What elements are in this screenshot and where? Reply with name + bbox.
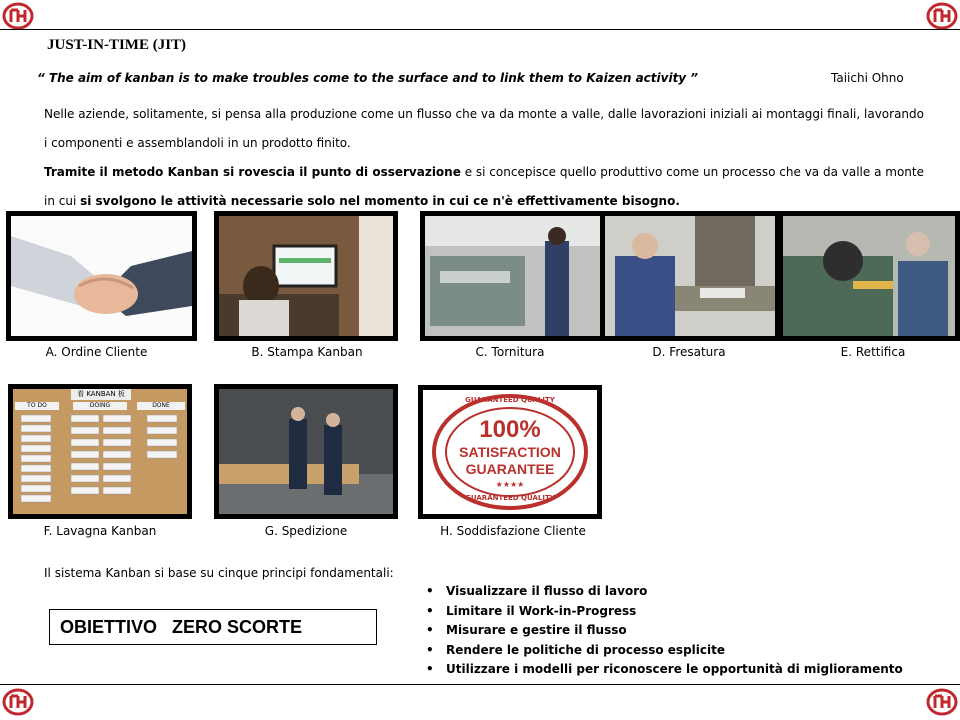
intro-bold-2: si svolgono le attività necessarie solo nel momento in cui ce n'è effettivamente bisogno.: [80, 194, 680, 208]
photo-fresatura: [600, 211, 780, 341]
step-caption-d: D. Fresatura: [652, 345, 726, 359]
intro-text: e si concepisce quello produttivo come un processo che va da valle a monte in cui: [44, 165, 924, 208]
photo-spedizione: [214, 384, 398, 519]
kanban-column-done: DONE: [137, 402, 185, 410]
kanban-column-doing: DOING: [73, 402, 127, 410]
kanban-board-title: 看 KANBAN 板: [71, 389, 131, 400]
step-caption-f: F. Lavagna Kanban: [43, 524, 157, 538]
step-caption-e: E. Rettifica: [840, 345, 906, 359]
intro-paragraph-1: Nelle aziende, solitamente, si pensa alla produzione come un flusso che va da monte a valle, dalle lavorazioni iniziali ai montaggi finali, lavorando i componenti e assemblandoli in un prodotto finito.: [44, 107, 924, 150]
photo-rettifica: [778, 211, 960, 341]
photo-tornitura: [420, 211, 605, 341]
stamp-percent: 100%: [479, 416, 541, 443]
step-caption-h: H. Soddisfazione Cliente: [440, 524, 586, 538]
objective-box: OBIETTIVO ZERO SCORTE: [49, 609, 377, 645]
photo-ordine-cliente: [6, 211, 197, 341]
kanban-cards: [13, 413, 187, 514]
company-logo-bottom-right: [926, 688, 958, 716]
principle-item: • Utilizzare i modelli per riconoscere le opportunità di miglioramento: [426, 660, 903, 680]
stamp-guarantee: GUARANTEE: [465, 461, 555, 477]
step-caption-c: C. Tornitura: [475, 345, 545, 359]
step-caption-g: G. Spedizione: [264, 524, 348, 538]
quote-author: Taiichi Ohno: [831, 71, 904, 85]
company-logo-top-right: [926, 2, 958, 30]
photo-soddisfazione-cliente: [418, 385, 602, 519]
photo-stampa-kanban: [214, 211, 398, 341]
stamp-stars: ★★★★: [495, 480, 525, 489]
company-logo-top-left: [2, 2, 34, 30]
intro-bold-1: Tramite il metodo Kanban si rovescia il punto di osservazione: [44, 165, 461, 179]
company-logo-bottom-left: [2, 688, 34, 716]
principle-item: • Misurare e gestire il flusso: [426, 621, 903, 641]
principles-intro: Il sistema Kanban si base su cinque principi fondamentali:: [44, 566, 394, 580]
principle-item: • Rendere le politiche di processo esplicite: [426, 641, 903, 661]
principle-item: • Limitare il Work-in-Progress: [426, 602, 903, 622]
header-divider: [0, 29, 960, 30]
stamp-ring-bottom: GUARANTEED QUALITY: [465, 494, 555, 502]
kanban-column-todo: TO DO: [15, 402, 59, 410]
quote-text: “ The aim of kanban is to make troubles come to the surface and to link them to Kaizen activity ”: [37, 71, 699, 85]
intro-paragraph-2: [44, 158, 924, 216]
step-caption-a: A. Ordine Cliente: [45, 345, 148, 359]
page-title: JUST-IN-TIME (JIT): [47, 37, 187, 53]
principle-item: • Visualizzare il flusso di lavoro: [426, 582, 903, 602]
principles-list: [426, 582, 903, 680]
step-caption-b: B. Stampa Kanban: [251, 345, 363, 359]
photo-lavagna-kanban: [8, 384, 192, 519]
stamp-ring-top: GUARANTEED QUALITY: [465, 396, 555, 404]
footer-divider: [0, 684, 960, 685]
stamp-satisfaction: SATISFACTION: [459, 444, 561, 460]
